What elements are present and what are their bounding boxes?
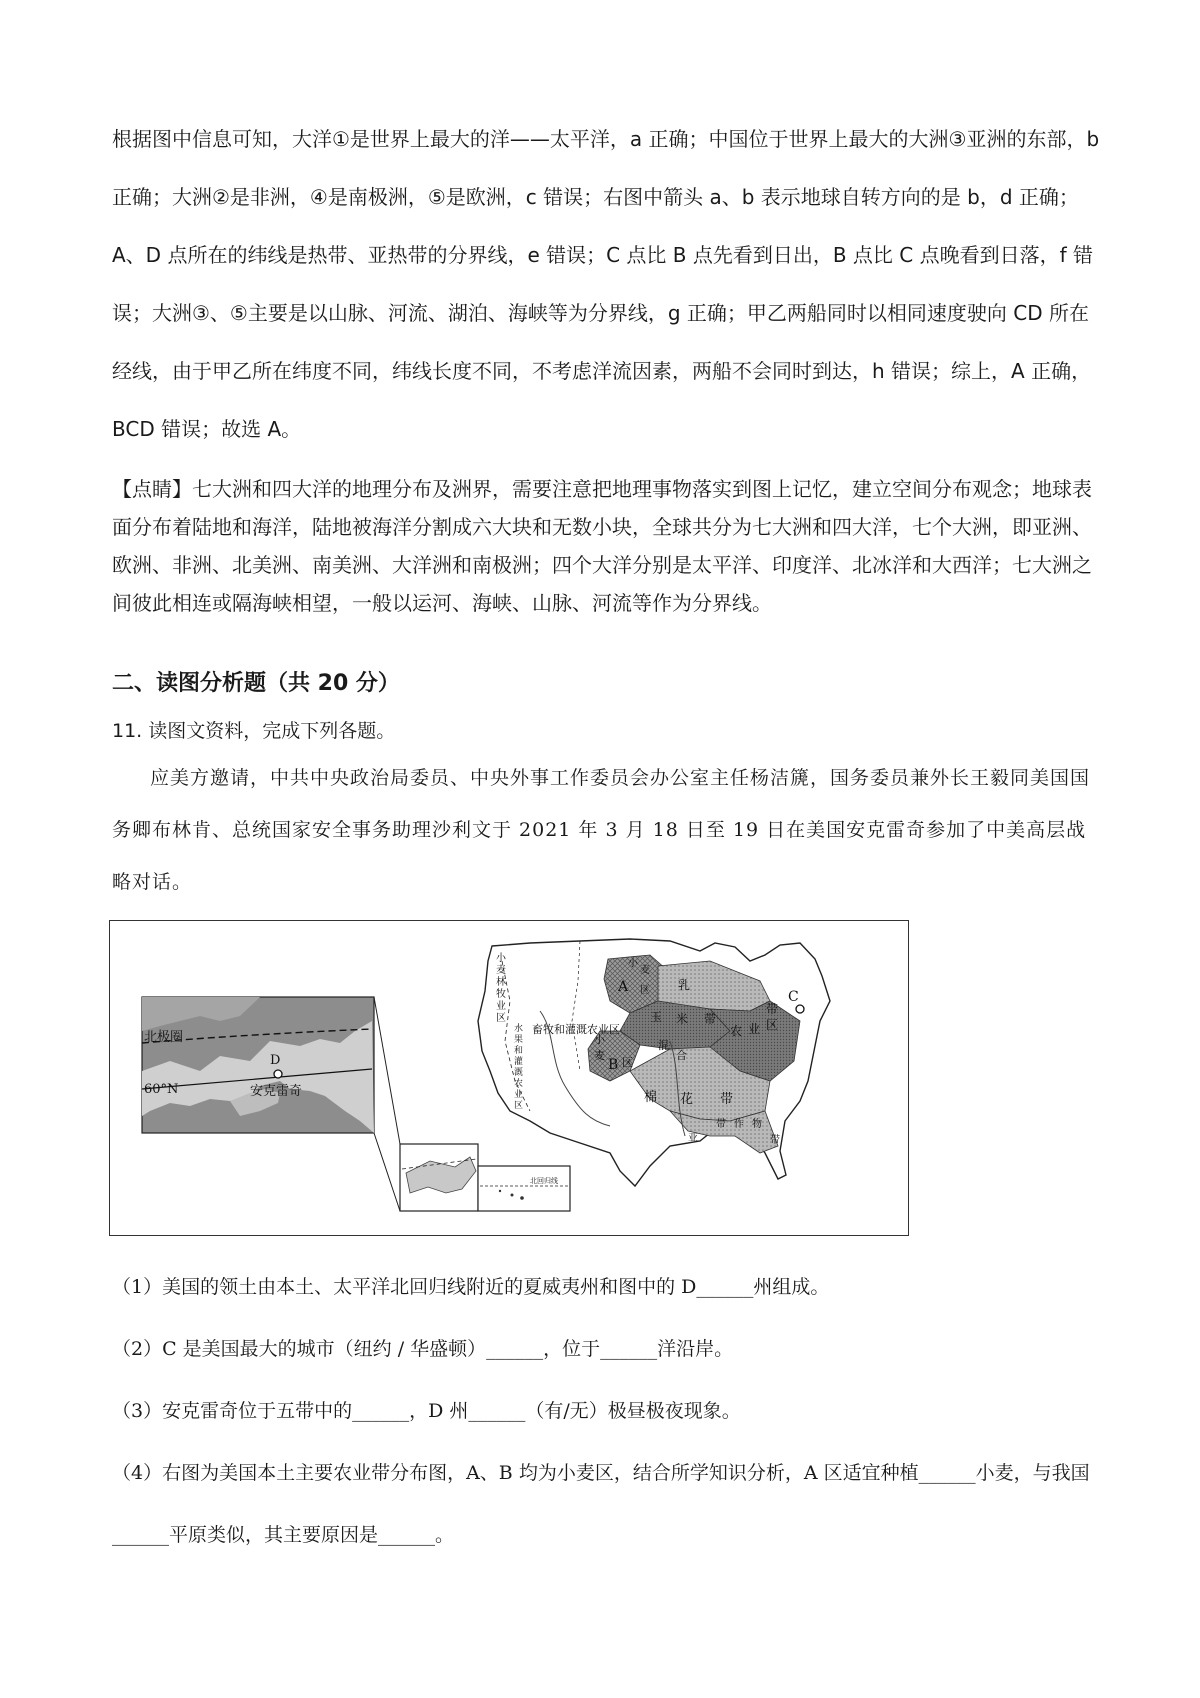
svg-text:带: 带 [770,1135,780,1146]
section-heading: 二、读图分析题（共 20 分） [112,671,400,696]
svg-text:合: 合 [676,1049,687,1062]
svg-text:物: 物 [752,1119,762,1130]
svg-text:带: 带 [704,1012,717,1026]
svg-text:区: 区 [766,1018,779,1032]
anchorage-label: 安克雷奇 [250,1084,303,1099]
svg-text:带: 带 [716,1119,726,1130]
svg-text:小: 小 [496,953,506,964]
tip-paragraph: 【点睛】七大洲和四大洋的地理分布及洲界，需要注意把地理事物落实到图上记忆，建立空间分布观念；地球表面分布着陆地和海洋，陆地被海洋分割成六大块和无数小块，全球共分为七大洲和四大洋，七个大洲，即亚洲、欧洲、非洲、北美洲、南美洲、大洋洲和南极洲；四个大洋分别是太平洋、印度洋、北冰洋和大西洋；七大洲之间彼此相连或隔海峡相望，一般以运河、海峡、山脉、河流等作为分界线。 [112,477,1092,615]
question-number: 11. 读图文资料，完成下列各题。 [112,720,396,742]
svg-text:带: 带 [720,1092,734,1107]
svg-text:亚: 亚 [688,1133,698,1144]
svg-text:果: 果 [514,1035,524,1045]
intro-text: 应美方邀请，中共中央政治局委员、中央外事工作委员会办公室主任杨洁篪，国务委员兼外长王毅同美国国务卿布林肯、总统国家安全事务助理沙利文于 2021 年 3 月 18 日至 19 日在美国安克雷奇参加了中美高层战略对话。 [112,767,1091,893]
us-mainland-map [478,939,830,1186]
svg-text:农: 农 [730,1024,743,1038]
question-4: （4）右图为美国本土主要农业带分布图，A、B 均为小麦区，结合所学知识分析，A 区适宜种植______小麦，与我国______平原类似，其主要原因是______。 [112,1462,1090,1546]
svg-text:带: 带 [766,1002,779,1016]
svg-text:灌: 灌 [514,1057,524,1067]
svg-text:业: 业 [514,1090,524,1100]
arctic-circle-label: 北极圈 [144,1030,184,1045]
svg-text:业: 业 [496,1001,506,1012]
point-c-label: C [788,989,799,1005]
alaska-inset [142,997,374,1133]
map-svg [110,921,908,1235]
svg-text:米: 米 [676,1012,689,1026]
question-1: （1）美国的领土由本土、太平洋北回归线附近的夏威夷州和图中的 D______州组成。 [112,1276,830,1298]
latitude-60-label: 60°N [144,1082,179,1097]
svg-text:花: 花 [680,1092,694,1107]
fruit-irrigation-region-label [514,1022,523,1111]
question-2: （2）C 是美国最大的城市（纽约 / 华盛顿）______，位于______洋沿岸。 [112,1338,734,1360]
svg-text:林: 林 [496,977,506,988]
svg-text:乳: 乳 [678,978,691,992]
svg-text:业: 业 [748,1022,761,1036]
svg-text:溉: 溉 [514,1068,524,1078]
map-figure [109,920,909,1236]
svg-text:区: 区 [514,1101,524,1111]
svg-text:和: 和 [514,1046,524,1056]
point-b-label: B [608,1057,619,1073]
svg-text:作: 作 [734,1119,744,1130]
point-a-label: A [618,979,629,995]
svg-text:区: 区 [640,985,650,996]
svg-text:区: 区 [622,1056,633,1069]
answer-explanation-paragraph: 根据图中信息可知，大洋①是世界上最大的洋——太平洋，a 正确；中国位于世界上最大的大洲③亚洲的东部，b 正确；大洲②是非洲，④是南极洲，⑤是欧洲，c 错误；右图中箭头 a、b 表示地球自转方向的是 b，d 正确；A、D 点所在的纬线是热带、亚热带的分界线，e 错误；C 点比 B 点先看到日出，B 点比 C 点晚看到日落，f 错误；大洲③、⑤主要是以山脉、河流、湖泊、海峡等为分界线，g 正确；甲乙两船同时以相同速度驶向 CD 所在经线，由于甲乙所在纬度不同，纬线长度不同，不考虑洋流因素，两船不会同时到达，h 错误；综上，A 正确，BCD 错误；故选 A。 [112,127,1100,441]
svg-text:小: 小 [628,958,638,969]
svg-text:农: 农 [514,1079,524,1089]
svg-text:水: 水 [514,1024,524,1034]
small-insets [400,1144,570,1211]
svg-text:棉: 棉 [644,1090,658,1105]
svg-text:小: 小 [594,1033,605,1046]
svg-text:区: 区 [496,1013,506,1024]
question-3: （3）安克雷奇位于五带中的______，D 州______（有/无）极昼极夜现象。 [112,1400,741,1422]
svg-text:麦: 麦 [640,965,650,976]
svg-text:牧: 牧 [496,989,506,1000]
svg-text:玉: 玉 [650,1010,663,1024]
tropic-label: 北回归线 [530,1177,558,1185]
corn-belt-label [650,1010,716,1026]
ranching-region-label: 畜牧和灌溉农业区 [532,1023,620,1036]
svg-text:混: 混 [658,1039,669,1052]
inset-connector-lines [374,997,400,1211]
forestry-region-label [496,951,507,1024]
svg-text:麦: 麦 [496,965,506,976]
svg-text:麦: 麦 [594,1049,605,1062]
point-d-label: D [270,1053,281,1068]
